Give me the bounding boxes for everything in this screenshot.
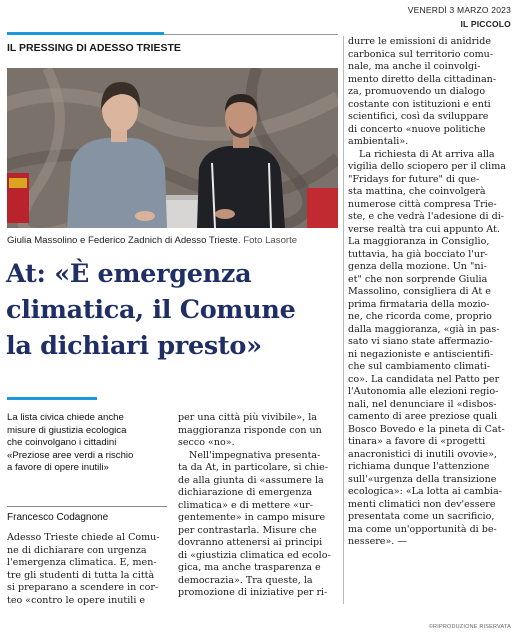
section-kicker: IL PRESSING DI ADESSO TRIESTE: [7, 42, 181, 54]
body-line: teo «contro le opere inutili e: [7, 594, 146, 606]
article-column-1: [7, 532, 169, 607]
issue-date: VENERDÌ 3 MARZO 2023: [407, 5, 511, 15]
body-line: durre le emissioni di anidride: [348, 36, 491, 47]
body-line: ne, che ricorda come, proprio: [348, 311, 492, 322]
body-line: carbonica sul territorio comu-: [348, 48, 494, 60]
body-line: per contrastarla. Misure che: [178, 524, 317, 536]
body-line: co». La candidata nel Patto per: [348, 373, 500, 385]
body-line: sull'«urgenza della transizione: [348, 473, 497, 485]
body-line: si preparano a scendere in cor-: [7, 582, 159, 593]
kicker-rule: [164, 34, 338, 35]
caption-text: Giulia Massolino e Federico Zadnich di Adesso Trieste.: [7, 235, 241, 246]
body-line: camento di aree preziose quali: [348, 411, 498, 422]
copyright-notice: ©RIPRODUZIONE RISERVATA: [428, 624, 511, 630]
headline-line: la dichiari presto»: [6, 331, 262, 361]
body-line: nale, ma anche il coinvolgi-: [348, 61, 481, 72]
body-line: nessere». —: [348, 536, 407, 547]
body-line: genza della mozione. Un "ni-: [348, 261, 487, 272]
body-line: presentata come un sacrificio,: [348, 511, 495, 522]
summary-line: misure di giustizia ecologica: [7, 424, 127, 436]
summary-line: che coinvolgano i cittadini: [7, 437, 117, 449]
body-line: ecologica»: «La lotta ai cambia-: [348, 486, 502, 497]
photo-credit: Foto Lasorte: [243, 235, 298, 246]
article-photo: [7, 68, 338, 228]
body-line: ma come un'opportunità di be-: [348, 523, 497, 535]
body-line: za, promuovendo un dialogo: [348, 86, 486, 97]
body-line: gica, ma anche trasparenza e: [178, 562, 321, 573]
summary: [7, 412, 172, 475]
headline-line: At: «È emergenza: [6, 259, 252, 289]
body-line: de alla giunta di «assumere la: [178, 474, 324, 486]
body-line: tre gli studenti di tutta la città: [7, 569, 155, 581]
body-line: prima firmataria della mozio-: [348, 298, 490, 310]
body-line: Nell'impegnativa presenta-: [189, 449, 321, 461]
body-line: scientifici, così da sviluppare: [348, 111, 489, 122]
body-line: dovranno attenersi ai principi: [178, 537, 323, 548]
body-line: Massolino, consigliera di At e: [348, 286, 491, 297]
body-line: ambientali».: [348, 136, 409, 147]
body-line: tinara» a favore di «progetti: [348, 436, 486, 447]
body-line: mento diretto della cittadinan-: [348, 73, 497, 85]
body-line: tuttavia, ha già bocciato l'ur-: [348, 248, 488, 260]
headline: [6, 256, 342, 364]
body-line: Bosco Bovedo e la pineta di Cat-: [348, 423, 505, 435]
body-line: l'Autonomia alle elezioni regio-: [348, 386, 499, 397]
body-line: ste, e che vedrà l'adesione di di-: [348, 211, 505, 222]
kicker-accent-bar: [7, 32, 164, 35]
body-line: che sul cambiamento climati-: [348, 361, 491, 372]
body-line: promozione di iniziative per ri-: [178, 587, 328, 598]
body-line: di «giustizia climatica ed ecolo-: [178, 549, 331, 561]
body-line: secco «no».: [178, 437, 235, 448]
summary-line: a favore di opere inutili»: [7, 462, 109, 474]
body-line: La richiesta di At arriva alla: [359, 148, 495, 160]
body-line: ni negazioniste e antiscientifi-: [348, 348, 494, 360]
body-line: climatica» e di mettere «ur-: [178, 499, 313, 511]
body-line: democrazia». Tra queste, la: [178, 574, 313, 586]
body-line: verse realtà tra cui appunto At.: [348, 223, 500, 235]
article-column-2: [178, 412, 338, 600]
body-line: ne di dichiarare con urgenza: [7, 544, 147, 556]
body-line: richiama dunque l'attenzione: [348, 461, 490, 472]
body-line: et" che non sorprende Giulia: [348, 273, 488, 285]
body-line: vigilia dello sciopero per il clima: [348, 161, 506, 172]
column-divider: [343, 36, 344, 604]
author-rule: [7, 506, 167, 507]
article-column-3: [348, 36, 513, 549]
summary-line: «Preziose aree verdi a rischio: [7, 449, 134, 461]
body-line: nali, nel denunciare il «disbos-: [348, 398, 497, 410]
body-line: numerose città compresa Trie-: [348, 198, 497, 210]
headline-line: climatica, il Comune: [6, 295, 296, 325]
body-line: dichiarazione di emergenza: [178, 487, 313, 498]
body-line: l'emergenza climatica. E, men-: [7, 557, 157, 568]
newspaper-name: IL PICCOLO: [460, 19, 511, 29]
body-line: sato vi siano state affermazio-: [348, 336, 493, 347]
body-line: maggioranza risponde con un: [178, 424, 322, 436]
body-line: di concerto «nuove politiche: [348, 123, 486, 135]
body-line: per una città più vivibile», la: [178, 412, 317, 423]
body-line: menti climatici non dev'essere: [348, 498, 496, 510]
body-line: costante con istituzioni e enti: [348, 98, 491, 110]
body-line: sta mattina, che coinvolgerà: [348, 186, 486, 197]
body-line: gentemente» in campo misure: [178, 512, 326, 523]
photo-caption: [7, 235, 342, 246]
body-line: Adesso Trieste chiede al Comu-: [7, 532, 160, 543]
summary-accent-bar: [7, 397, 97, 400]
body-line: dalla maggioranza, «già in pas-: [348, 323, 500, 335]
body-line: "Fridays for future" di que-: [348, 173, 480, 185]
summary-line: La lista civica chiede anche: [7, 412, 124, 423]
body-line: anacronistici di inutili ovovie»,: [348, 448, 498, 460]
body-line: La maggioranza in Consiglio,: [348, 236, 490, 247]
body-line: ta da At, in particolare, si chie-: [178, 462, 329, 473]
author-byline: Francesco Codagnone: [7, 512, 109, 523]
